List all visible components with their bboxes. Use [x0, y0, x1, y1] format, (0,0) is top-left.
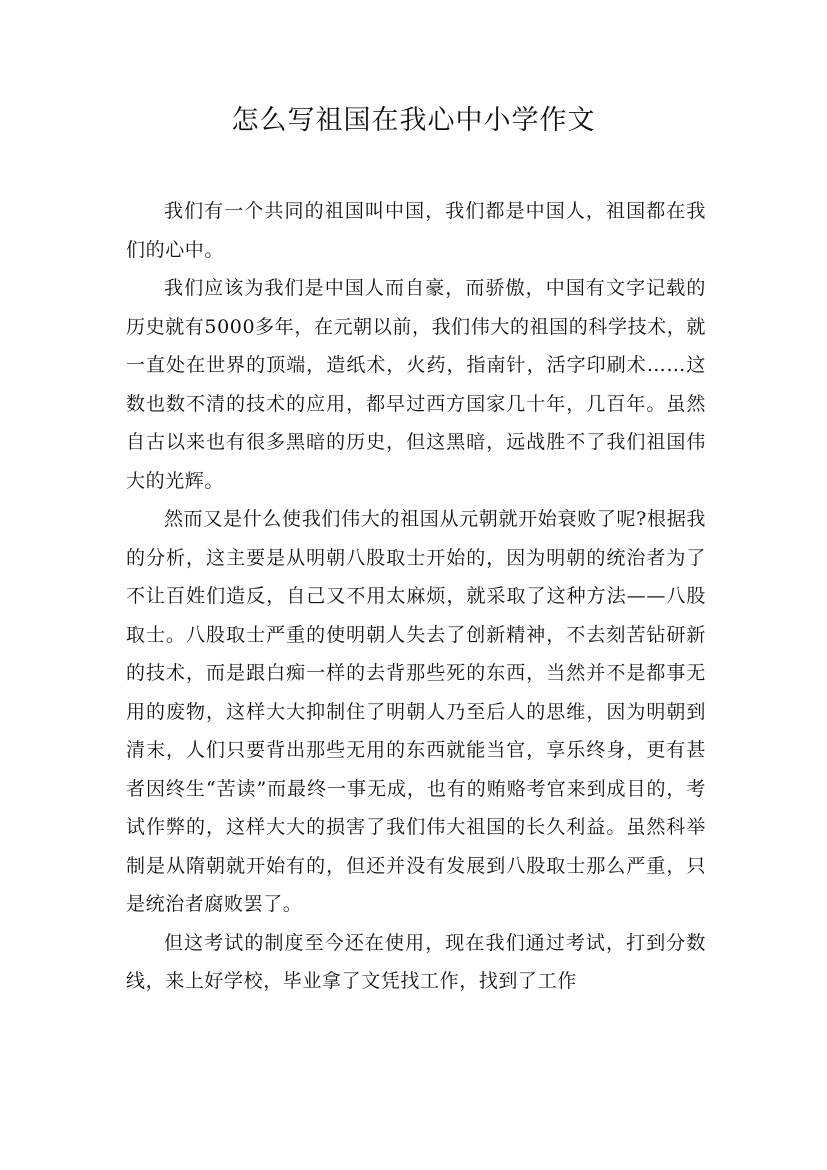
paragraph-3: 然而又是什么使我们伟大的祖国从元朝就开始衰败了呢?根据我的分析，这主要是从明朝八股取士开始的，因为明朝的统治者为了不让百姓们造反，自己又不用太麻烦，就采取了这种方法——八股取士。八股取士严重的使明朝人失去了创新精神，不去刻苦钻研新的技术，而是跟白痴一样的去背那些死的东西，当然并不是都事无用的废物，这样大大抑制住了明朝人乃至后人的思维，因为明朝到清末，人们只要背出那些无用的东西就能当官，享乐终身，更有甚者因终生“苦读”而最终一事无成，也有的贿赂考官来到成目的，考试作弊的，这样大大的损害了我们伟大祖国的长久利益。虽然科举制是从隋朝就开始有的，但还并没有发展到八股取士那么严重，只是统治者腐败罢了。: [126, 508, 706, 915]
paragraph-4: 但这考试的制度至今还在使用，现在我们通过考试，打到分数线，来上好学校，毕业拿了文凭找工作，找到了工作: [126, 931, 706, 992]
document-body: [126, 192, 706, 1001]
paragraph-2: 我们应该为我们是中国人而自豪，而骄傲，中国有文字记载的历史就有5000多年，在元朝以前，我们伟大的祖国的科学技术，就一直处在世界的顶端，造纸术，火药，指南针，活字印刷术……这数也数不清的技术的应用，都早过西方国家几十年，几百年。虽然自古以来也有很多黑暗的历史，但这黑暗，远战胜不了我们祖国伟大的光辉。: [126, 277, 706, 492]
paragraph-1: 我们有一个共同的祖国叫中国，我们都是中国人，祖国都在我们的心中。: [126, 200, 706, 261]
document-title: 怎么写祖国在我心中小学作文: [231, 105, 596, 136]
